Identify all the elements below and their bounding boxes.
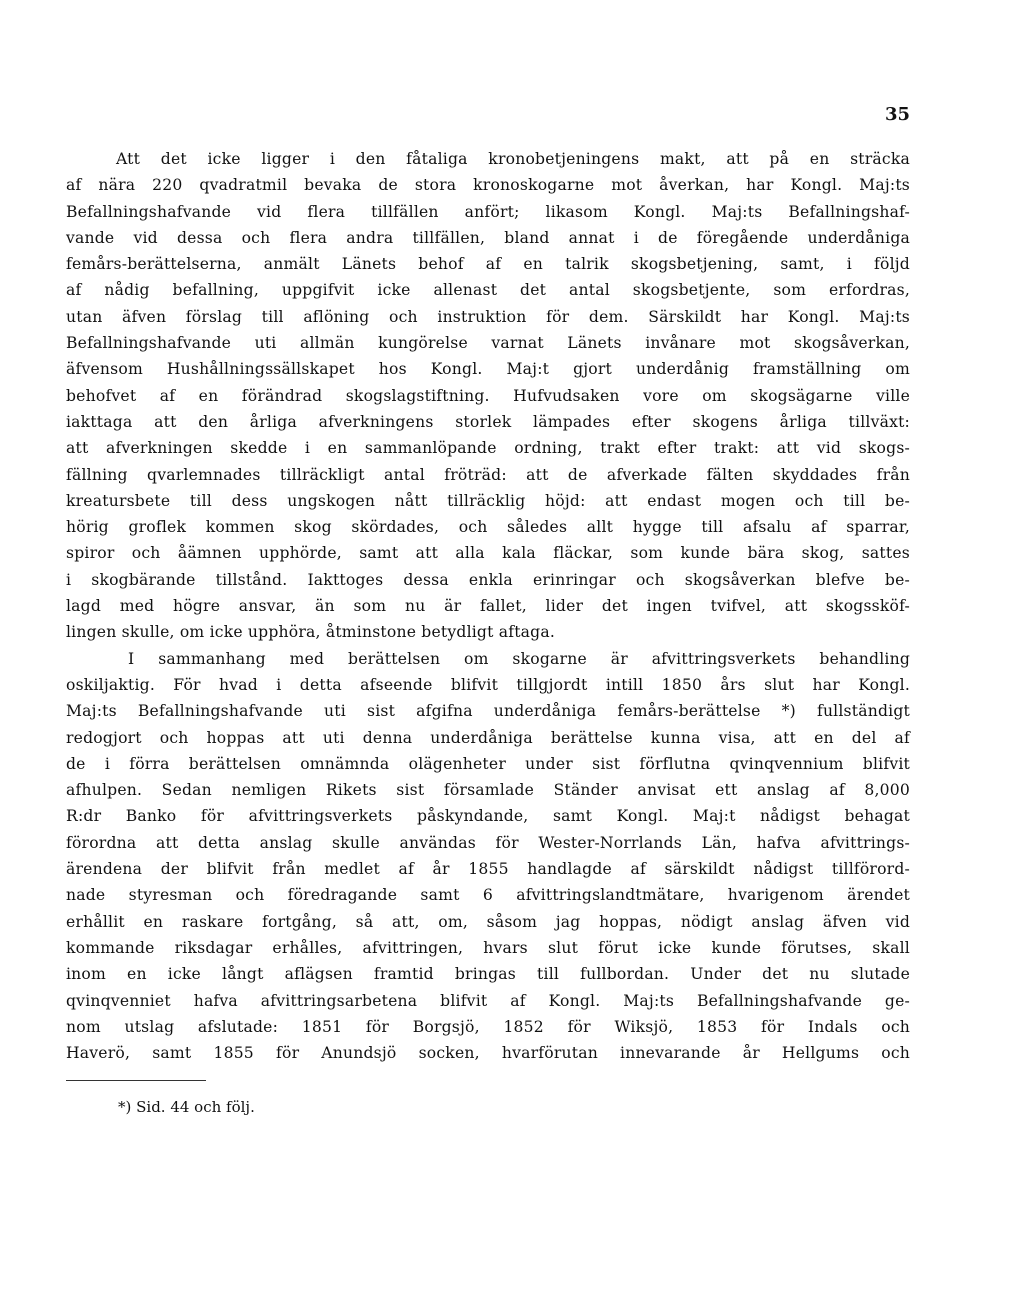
text-line-23: redogjort och hoppas att uti denna underdåniga berättelse kunna visa, att en del af <box>66 728 910 747</box>
text-line-6: af nådig befallning, uppgifvit icke allenast det antal skogsbetjente, som erfordras, <box>66 281 910 300</box>
text-line-20: I sammanhang med berättelsen om skogarne är afvittringsverkets behandling <box>128 649 910 668</box>
text-line-31: kommande riksdagar erhålles, afvittringen, hvars slut förut icke kunde förutses, skall <box>66 938 910 957</box>
footnote: *) Sid. 44 och följ. <box>118 1098 255 1116</box>
text-line-2: af nära 220 qvadratmil bevaka de stora kronoskogarne mot åverkan, har Kongl. Maj:ts <box>66 176 910 195</box>
text-line-22: Maj:ts Befallningshafvande uti sist afgifna underdåniga femårs-berättelse *) fullständigt <box>66 702 910 721</box>
text-line-21: oskiljaktig. För hvad i detta afseende blifvit tillgjordt intill 1850 års slut har Kongl. <box>66 675 910 694</box>
page-number: 35 <box>884 104 910 125</box>
text-line-13: fällning qvarlemnades tillräckligt antal fröträd: att de afverkade fälten skyddades från <box>66 465 910 484</box>
text-line-3: Befallningshafvande vid flera tillfällen anfört; likasom Kongl. Maj:ts Befallningshaf- <box>66 202 910 221</box>
text-line-5: femårs-berättelserna, anmält Länets behof af en talrik skogsbetjening, samt, i följd <box>66 255 910 274</box>
text-line-19: lingen skulle, om icke upphöra, åtminstone betydligt aftaga. <box>66 623 556 642</box>
text-line-27: förordna att detta anslag skulle användas för Wester-Norrlands Län, hafva afvittrings- <box>66 833 910 852</box>
text-line-33: qvinqvenniet hafva afvittringsarbetena blifvit af Kongl. Maj:ts Befallningshafvande ge- <box>66 991 910 1010</box>
text-line-16: spiror och åämnen upphörde, samt att alla kala fläckar, som kunde bära skog, sattes <box>66 544 910 563</box>
text-line-34: nom utslag afslutade: 1851 för Borgsjö, 1852 för Wiksjö, 1853 för Indals och <box>66 1017 910 1036</box>
text-line-10: behofvet af en förändrad skogslagstiftning. Hufvudsaken vore om skogsägarne ville <box>66 386 910 405</box>
text-line-32: inom en icke långt aflägsen framtid bringas till fullbordan. Under det nu slutade <box>66 965 910 984</box>
text-line-17: i skogbärande tillstånd. Iakttoges dessa enkla erinringar och skogsåverkan blefve be- <box>66 570 910 589</box>
text-line-11: iakttaga att den årliga afverkningens storlek lämpades efter skogens årliga tillväxt: <box>66 412 910 431</box>
text-line-18: lagd med högre ansvar, än som nu är fallet, lider det ingen tvifvel, att skogssköf- <box>66 597 910 616</box>
text-line-14: kreatursbete till dess ungskogen nått tillräcklig höjd: att endast mogen och till be- <box>66 491 910 510</box>
text-line-4: vande vid dessa och flera andra tillfällen, bland annat i de föregående underdåniga <box>66 228 910 247</box>
text-line-1: Att det icke ligger i den fåtaliga kronobetjeningens makt, att på en sträcka <box>116 150 910 168</box>
body-text <box>66 146 910 1066</box>
text-line-26: R:dr Banko för afvittringsverkets påskyndande, samt Kongl. Maj:t nådigst behagat <box>66 807 910 826</box>
text-line-29: nade styresman och föredragande samt 6 afvittringslandtmätare, hvarigenom ärendet <box>66 886 910 905</box>
text-line-7: utan äfven förslag till aflöning och instruktion för dem. Särskildt har Kongl. Maj:ts <box>66 307 910 326</box>
text-line-24: de i förra berättelsen omnämnda olägenheter under sist förflutna qvinqvennium blifvit <box>66 754 910 773</box>
text-line-35: Haverö, samt 1855 för Anundsjö socken, hvarförutan innevarande år Hellgums och <box>66 1044 910 1063</box>
text-line-15: hörig groflek kommen skog skördades, och således allt hygge till afsalu af sparrar, <box>66 518 910 537</box>
footnote-divider <box>66 1080 206 1081</box>
text-line-12: att afverkningen skedde i en sammanlöpande ordning, trakt efter trakt: att vid skogs- <box>66 439 910 458</box>
text-line-30: erhållit en raskare fortgång, så att, om, såsom jag hoppas, nödigt anslag äfven vid <box>66 912 910 931</box>
text-line-8: Befallningshafvande uti allmän kungörelse varnat Länets invånare mot skogsåverkan, <box>66 334 910 353</box>
text-line-9: äfvensom Hushållningssällskapet hos Kongl. Maj:t gjort underdånig framställning om <box>66 360 910 379</box>
text-line-28: ärendena der blifvit från medlet af år 1855 handlagde af särskildt nådigst tillförord- <box>66 860 910 879</box>
text-line-25: afhulpen. Sedan nemligen Rikets sist församlade Ständer anvisat ett anslag af 8,000 <box>66 781 910 800</box>
